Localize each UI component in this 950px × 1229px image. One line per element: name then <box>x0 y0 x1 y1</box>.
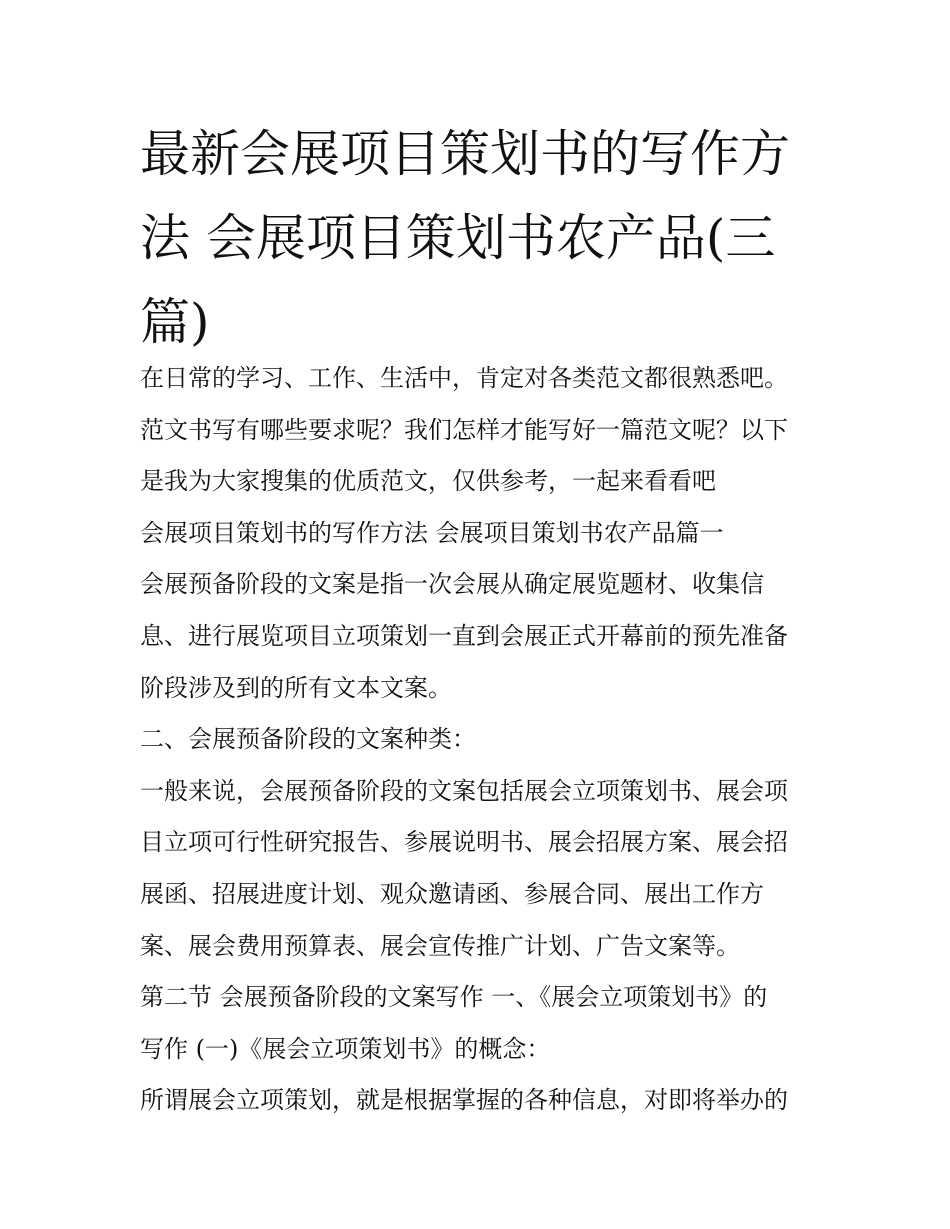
body-line: 范文书写有哪些要求呢？我们怎样才能写好一篇范文呢？以下 <box>140 415 788 444</box>
body-line: 阶段涉及到的所有文本文案。 <box>140 673 452 702</box>
title-line: 最新会展项目策划书的写作方 <box>140 125 790 183</box>
document-title <box>140 112 820 364</box>
body-line: 是我为大家搜集的优质范文，仅供参考，一起来看看吧 <box>140 467 716 496</box>
document-body <box>140 353 830 1127</box>
body-line: 目立项可行性研究报告、参展说明书、展会招展方案、展会招 <box>140 828 788 857</box>
section-heading: 会展项目策划书的写作方法 会展项目策划书农产品篇一 <box>140 518 724 547</box>
body-line: 所谓展会立项策划，就是根据掌握的各种信息，对即将举办的 <box>140 1086 788 1115</box>
body-line: 案、展会费用预算表、展会宣传推广计划、广告文案等。 <box>140 931 740 960</box>
section-heading: 二、会展预备阶段的文案种类： <box>140 725 476 754</box>
section-heading: 第二节 会展预备阶段的文案写作 一、《展会立项策划书》的 <box>140 983 768 1012</box>
body-line: 会展预备阶段的文案是指一次会展从确定展览题材、收集信 <box>140 570 764 599</box>
title-line: 篇) <box>140 293 210 351</box>
body-line: 在日常的学习、工作、生活中，肯定对各类范文都很熟悉吧。 <box>140 364 788 392</box>
body-line: 息、进行展览项目立项策划一直到会展正式开幕前的预先准备 <box>140 621 788 650</box>
body-line: 展函、招展进度计划、观众邀请函、参展合同、展出工作方 <box>140 879 764 908</box>
title-line: 法 会展项目策划书农产品(三 <box>140 209 776 267</box>
body-line: 一般来说，会展预备阶段的文案包括展会立项策划书、展会项 <box>140 776 788 805</box>
body-line: 写作 (一)《展会立项策划书》的概念： <box>140 1034 551 1063</box>
